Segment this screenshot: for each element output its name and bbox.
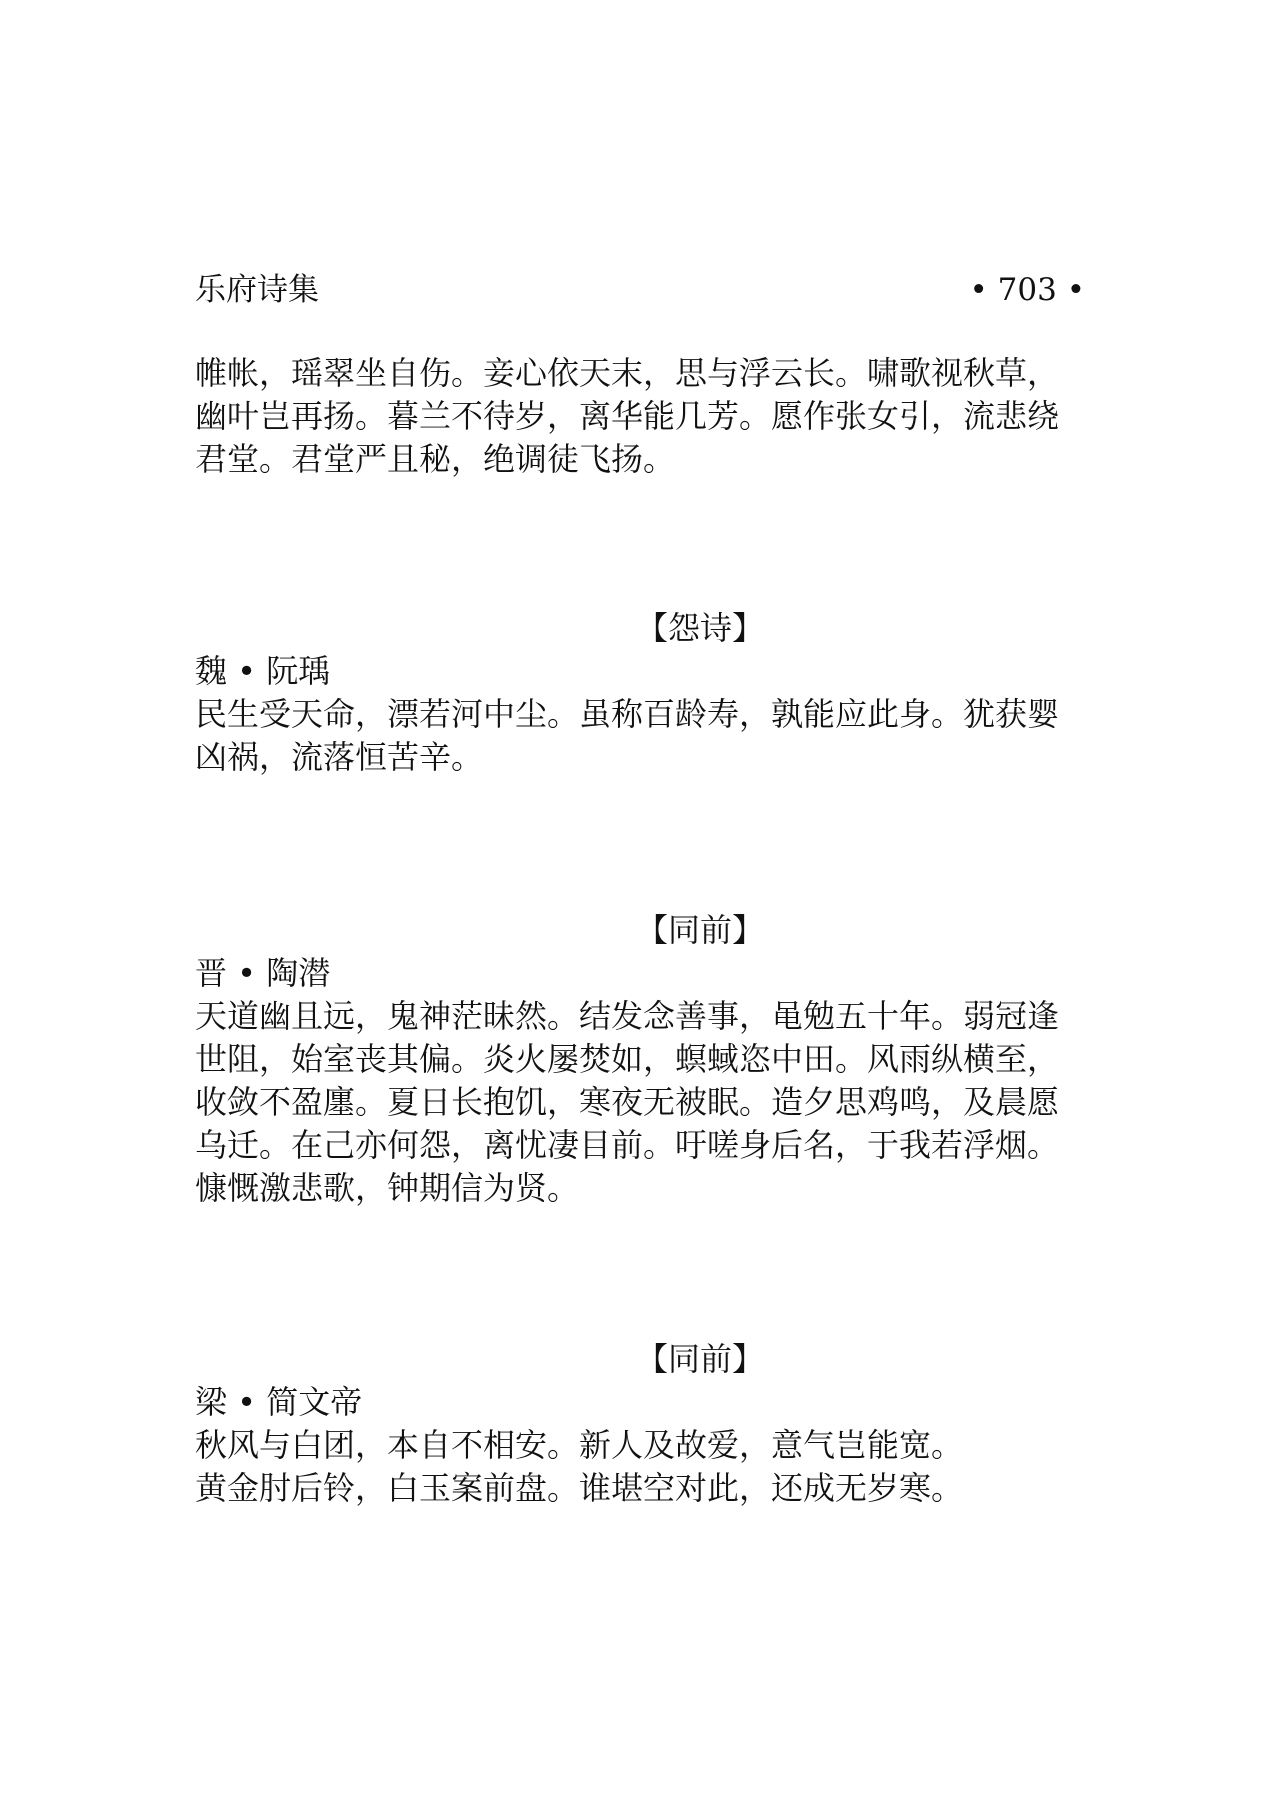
text-line: 帷帐，瑶翠坐自伤。妾心依天末，思与浮云长。啸歌视秋草， xyxy=(195,354,1060,392)
text-line: 天道幽且远，鬼神茫昧然。结发念善事，黾勉五十年。弱冠逢 xyxy=(195,997,1060,1035)
poem-section xyxy=(195,952,1095,1210)
poem-section xyxy=(195,1381,1095,1510)
text-line: 乌迁。在己亦何怨，离忧凄目前。吁嗟身后名，于我若浮烟。 xyxy=(195,1126,1060,1164)
text-line: 收敛不盈廛。夏日长抱饥，寒夜无被眠。造夕思鸡鸣，及晨愿 xyxy=(195,1083,1060,1121)
text-line: 幽叶岂再扬。暮兰不待岁，离华能几芳。愿作张女引，流悲绕 xyxy=(195,397,1060,435)
book-title: 乐府诗集 xyxy=(195,272,319,308)
poem-title: 【同前】 xyxy=(635,911,764,949)
poem-author: 梁 • 简文帝 xyxy=(195,1383,363,1421)
poem-title: 【怨诗】 xyxy=(635,609,764,647)
text-line: 世阻，始室丧其偏。炎火屡焚如，螟蜮恣中田。风雨纵横至， xyxy=(195,1040,1060,1078)
poem-section xyxy=(195,650,1095,779)
poem-author: 魏 • 阮瑀 xyxy=(195,652,331,690)
continuation-text xyxy=(195,352,1095,481)
text-line: 凶祸，流落恒苦辛。 xyxy=(195,738,484,776)
page-number: • 703 • xyxy=(969,272,1085,308)
poem-title: 【同前】 xyxy=(635,1340,764,1378)
text-line: 君堂。君堂严且秘，绝调徒飞扬。 xyxy=(195,440,676,478)
text-line: 慷慨激悲歌，钟期信为贤。 xyxy=(195,1169,580,1207)
text-line: 黄金肘后铃，白玉案前盘。谁堪空对此，还成无岁寒。 xyxy=(195,1469,964,1507)
page-header xyxy=(195,268,1085,312)
text-line: 民生受天命，漂若河中尘。虽称百龄寿，孰能应此身。犹获婴 xyxy=(195,695,1060,733)
text-line: 秋风与白团，本自不相安。新人及故爱，意气岂能宽。 xyxy=(195,1426,964,1464)
poem-author: 晋 • 陶潜 xyxy=(195,954,331,992)
